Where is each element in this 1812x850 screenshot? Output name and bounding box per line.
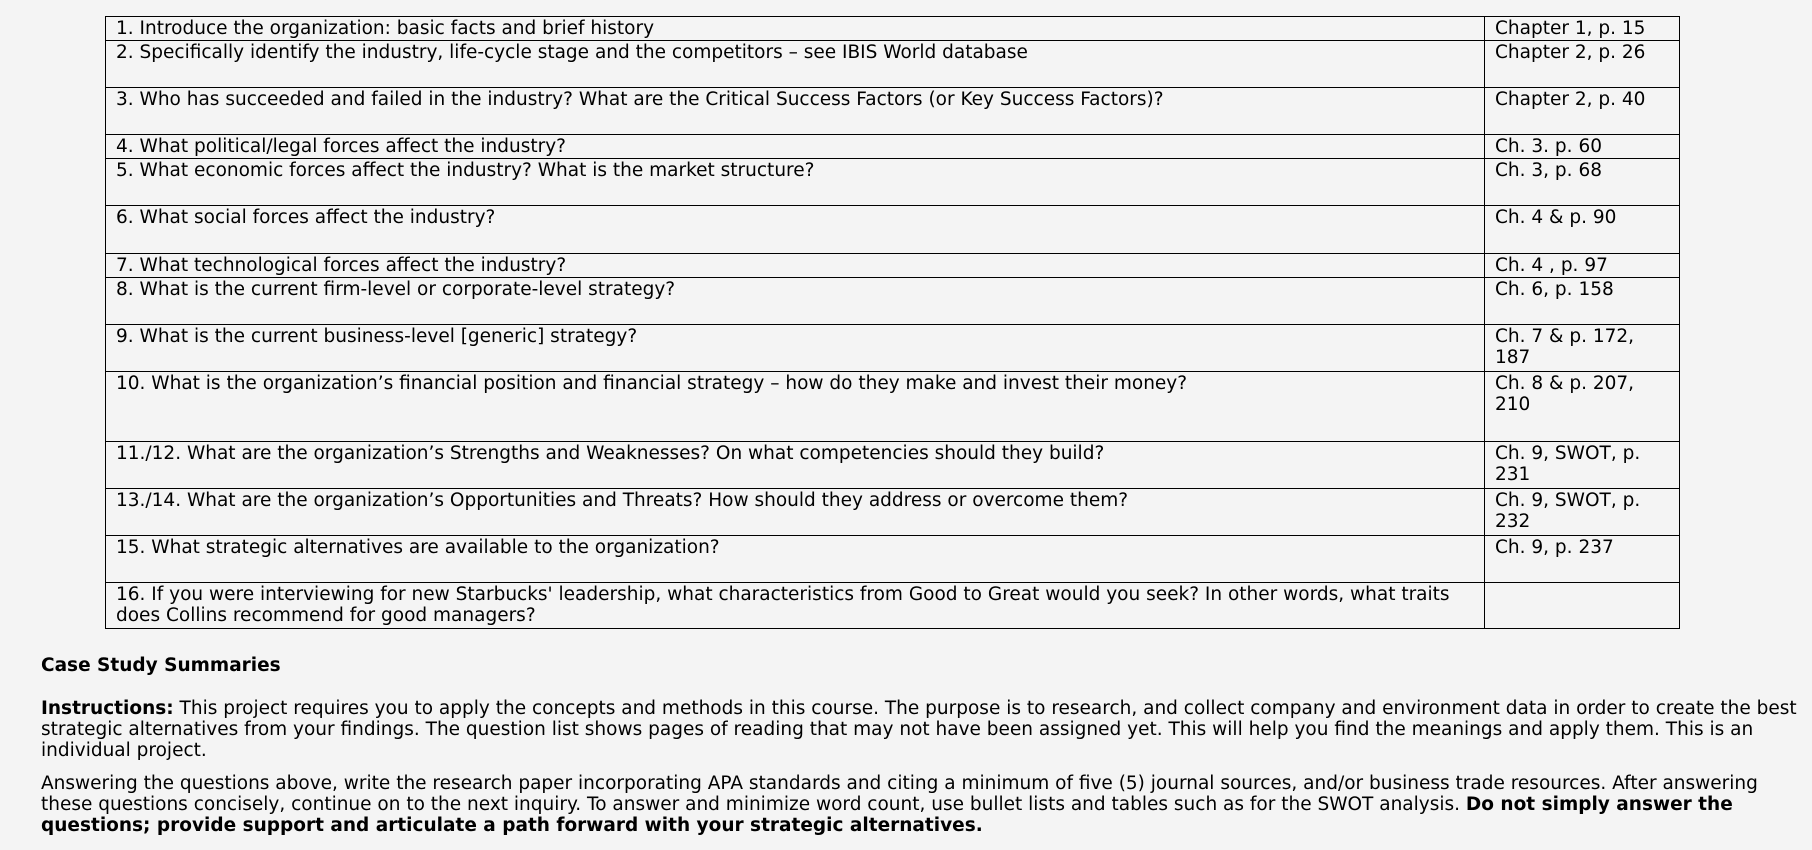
question-cell: 8. What is the current firm-level or corporate-level strategy? — [106, 278, 1485, 325]
table-row — [106, 536, 1680, 583]
table-row — [106, 489, 1680, 536]
reference-cell: Ch. 6, p. 158 — [1485, 278, 1680, 325]
instructions-label: Instructions: — [41, 698, 174, 719]
question-cell: 7. What technological forces affect the industry? — [106, 254, 1485, 278]
table-row — [106, 135, 1680, 159]
table-row — [106, 583, 1680, 629]
reference-cell: Ch. 4 & p. 90 — [1485, 206, 1680, 254]
section-title: Case Study Summaries — [41, 655, 281, 676]
question-cell: 3. Who has succeeded and failed in the industry? What are the Critical Success Factors (or Key Success Factors)? — [106, 88, 1485, 135]
question-cell: 2. Specifically identify the industry, life-cycle stage and the competitors – see IBIS World database — [106, 41, 1485, 88]
question-table — [105, 16, 1680, 629]
reference-cell: Chapter 2, p. 26 — [1485, 41, 1680, 88]
answering-text: Answering the questions above, write the research paper incorporating APA standards and citing a minimum of five (5) journal sources, and/or business trade resources. After answering these questions concisely, continue on to the next inquiry. To answer and minimize word count, use bullet lists and tables such as for the SWOT analysis. — [41, 773, 1758, 815]
answering-emphasis: Do not simply answer the questions; provide support and articulate a path forward with your strategic alternatives. — [41, 794, 1733, 836]
reference-cell: Ch. 3, p. 68 — [1485, 159, 1680, 206]
table-row — [106, 206, 1680, 254]
table-row — [106, 372, 1680, 442]
question-cell: 1. Introduce the organization: basic facts and brief history — [106, 17, 1485, 41]
table-row — [106, 88, 1680, 135]
table-row — [106, 41, 1680, 88]
table-row — [106, 325, 1680, 372]
reference-cell: Ch. 3. p. 60 — [1485, 135, 1680, 159]
table-row — [106, 442, 1680, 489]
table-row — [106, 254, 1680, 278]
question-cell: 9. What is the current business-level [generic] strategy? — [106, 325, 1485, 372]
reference-cell: Chapter 1, p. 15 — [1485, 17, 1680, 41]
reference-cell: Ch. 8 & p. 207, 210 — [1485, 372, 1680, 442]
question-cell: 11./12. What are the organization’s Strengths and Weaknesses? On what competencies should they build? — [106, 442, 1485, 489]
reference-cell: Ch. 9, p. 237 — [1485, 536, 1680, 583]
question-cell: 13./14. What are the organization’s Opportunities and Threats? How should they address or overcome them? — [106, 489, 1485, 536]
reference-cell: Ch. 7 & p. 172, 187 — [1485, 325, 1680, 372]
reference-cell: Ch. 9, SWOT, p. 232 — [1485, 489, 1680, 536]
table-row — [106, 159, 1680, 206]
reference-cell: Ch. 9, SWOT, p. 231 — [1485, 442, 1680, 489]
answering-paragraph — [41, 773, 1801, 836]
table-row — [106, 278, 1680, 325]
instructions-paragraph — [41, 698, 1801, 761]
reference-cell: Chapter 2, p. 40 — [1485, 88, 1680, 135]
question-cell: 15. What strategic alternatives are available to the organization? — [106, 536, 1485, 583]
question-cell: 4. What political/legal forces affect the industry? — [106, 135, 1485, 159]
reference-cell: Ch. 4 , p. 97 — [1485, 254, 1680, 278]
question-cell: 16. If you were interviewing for new Starbucks' leadership, what characteristics from Good to Great would you seek? In other words, what traits does Collins recommend for good managers? — [106, 583, 1485, 629]
question-cell: 6. What social forces affect the industry? — [106, 206, 1485, 254]
reference-cell — [1485, 583, 1680, 629]
instructions-text: This project requires you to apply the concepts and methods in this course. The purpose is to research, and collect company and environment data in order to create the best strategic alternatives from your findings. The question list shows pages of reading that may not have been assigned yet. This will help you find the meanings and apply them. This is an individual project. — [41, 698, 1797, 761]
question-cell: 10. What is the organization’s financial position and financial strategy – how do they make and invest their money? — [106, 372, 1485, 442]
table-row — [106, 17, 1680, 41]
question-cell: 5. What economic forces affect the industry? What is the market structure? — [106, 159, 1485, 206]
question-rows — [106, 17, 1680, 629]
